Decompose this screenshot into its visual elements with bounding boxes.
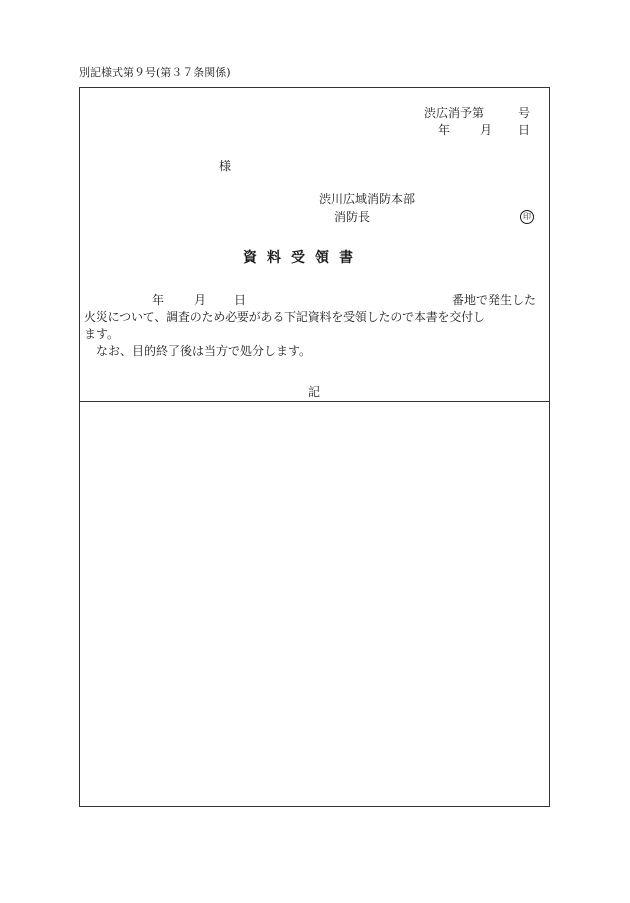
body-date-year: 年 xyxy=(152,293,165,307)
header-date-day: 日 xyxy=(518,123,531,137)
body-date-day: 日 xyxy=(234,293,247,307)
document-title: 資料受領書 xyxy=(243,250,363,266)
issuer-title: 消防長 xyxy=(334,210,371,224)
body-line-4: なお、目的終了後は当方で処分します。 xyxy=(96,344,312,358)
body-line-2: 火災について、調査のため必要がある下記資料を受領したので本書を交付し xyxy=(84,310,485,324)
form-reference: 別記様式第９号(第３７条関係) xyxy=(79,66,231,79)
addressee-suffix: 様 xyxy=(219,159,232,173)
issuer-organization: 渋川広域消防本部 xyxy=(319,192,416,206)
document-frame xyxy=(79,87,550,807)
body-line-3: ます。 xyxy=(84,327,120,341)
header-date-year: 年 xyxy=(438,123,451,137)
doc-number-prefix: 渋広消予第 xyxy=(424,106,485,120)
body-location-suffix: 番地で発生した xyxy=(452,293,537,307)
body-date-month: 月 xyxy=(194,293,207,307)
section-divider xyxy=(79,401,550,402)
doc-number-suffix: 号 xyxy=(518,106,531,120)
seal-mark: 印 xyxy=(520,210,534,224)
record-label: 記 xyxy=(308,385,321,399)
header-date-month: 月 xyxy=(480,123,493,137)
